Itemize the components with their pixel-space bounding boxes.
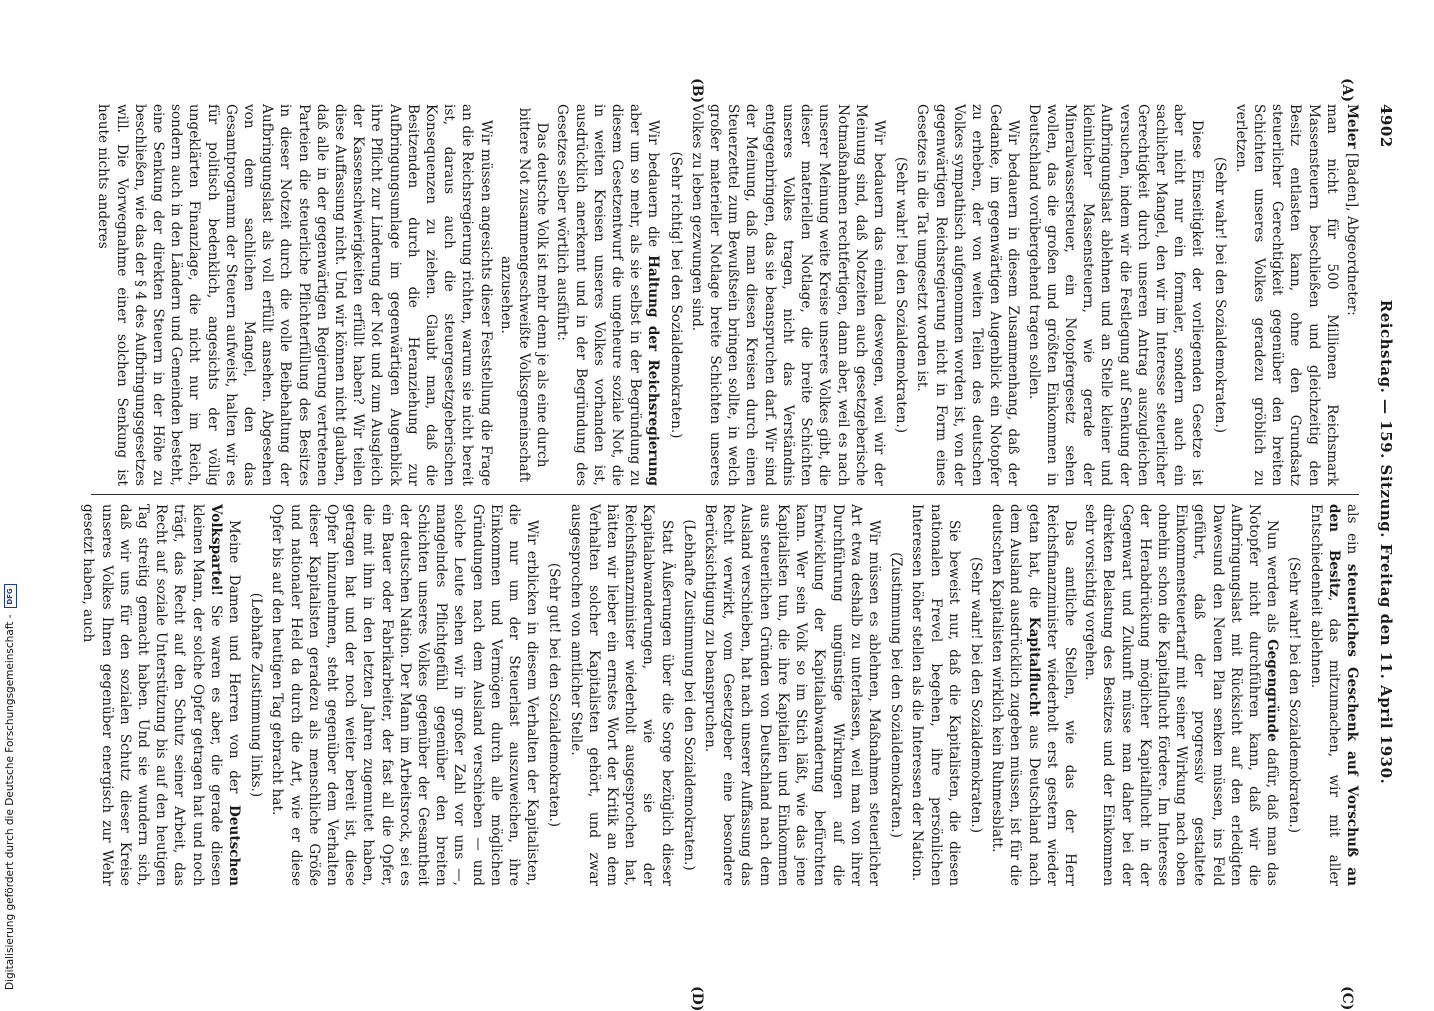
left-column bbox=[91, 104, 1361, 486]
paragraph: Nun werden als Gegengründe dafür, daß man das Notopfer nicht durchführen kann, daß wir die Aufbringungslast mit Rücksicht auf den erledigten Dawesund den Neuen Plan senken müssen, ins Feld geführt, daß der progressiv gestaltete Einkommensteuertarif mit seiner Wirkung nach oben ohnehin schon die Kapitalflucht fördere. Im Interesse der Herabdrückung möglicher Kapitalflucht in der Gegenwart und Zukunft müsse man daher bei der direkten Belastung des Besitzes und der Einkommen sehr vorsichtig vorgehen. bbox=[1082, 504, 1281, 887]
interjection: (Sehr wahr! bei den Sozialdemokraten.) bbox=[1286, 556, 1303, 834]
margin-letter-b: (B) bbox=[689, 78, 705, 104]
interjection: (Sehr wahr! bei den Sozialdemokraten.) bbox=[967, 556, 984, 834]
column-divider bbox=[91, 494, 1359, 495]
paragraph: Wir bedauern das einmal deswegen, weil wir der Meinung sind, daß Notzeiten auch gesetzgeberische Notmaßnahmen rechtfertigen, dann aber, weil es nach unserer Meinung weite Kreise unseres Volkes gibt, die dieser materiellen Notlage, die breite Schichten unseres Volkes tragen, nicht das Verständnis entgegenbringen, das sie beanspruchen darf. Wir sind der Meinung, daß man diesen Kreisen durch einen Steuerzettel zum Bewußtsein bringen sollte, in welch großer materieller Notlage breite Schichten unseres Volkes zu leben gezwungen sind. bbox=[688, 104, 887, 486]
interjection: (Sehr gut! bei den Sozialdemokraten.) bbox=[546, 562, 563, 828]
dfg-logo: DFG bbox=[4, 584, 17, 608]
rotated-document-page bbox=[75, 78, 1395, 1011]
paragraph: Wir erblicken in diesem Verhalten der Kapitalisten, die nur um der Steuerlast auszuweichen, ihre Einkommen und Vermögen durch alle möglichen Gründungen nach dem Ausland verschieben — und solche Leute sehen wir in großer Zahl vor uns —, mangelndes Pflichtgefühl gegenüber den breiten Schichten unseres Volkes gegenüber der Gesamtheit der deutschen Nation. Der Mann im Arbeitsrock, sei es ein Bauer oder Fabrikarbeiter, der fast all die Opfer, die mit ihm in den letzten Jahren zugemutet haben, getragen hat und der noch weiter bereit ist, diese Opfer hinzunehmen, steht gegenüber dem Verhalten dieser Kapitalisten geradezu als menschliche Größe und nationaler Held da durch die Art, wie er diese Opfer bis auf den heutigen Tag gebracht hat. bbox=[269, 504, 541, 886]
page-title: Reichstag. — 159. Sitzung. Freitag den 11. April 1930. bbox=[1377, 299, 1395, 785]
paragraph: Das amtliche Stellen, wie das der Herr Reichsfinanzminister wiederholt erst gestern wieder getan hat, die Kapitalflucht aus Deutschland nach dem Ausland ausdrücklich zugeben müssen, ist für die deutschen Kapitalisten wirklich kein Ruhmesblatt. bbox=[989, 504, 1078, 886]
paragraph: Sie beweist nur, daß die Kapitalisten, die diesen nationalen Frevel begehen, ihre persönlichen Interessen höher stellen als die Interessen der Nation. bbox=[909, 504, 962, 886]
page-number: 4902 bbox=[1377, 104, 1395, 148]
right-column bbox=[80, 504, 1361, 887]
paragraph: Diese Einseitigkeit der vorliegenden Gesetze ist aber nicht nur ein formaler, sondern auch ein sachlicher Mangel, den wir im Interesse steuerlicher Gerechtigkeit durch unseren Antrag auszugleichen versuchen, indem wir die Festlegung auf Senkung der Aufbringungslast ablehnen und an Stelle kleiner und kleinlicher Massensteuern, wie gerade der Mineralwassersteuer, ein Notopfergesetz sehen wollen, das die großen und größten Einkommen in Deutschland vorübergehend tragen sollen. bbox=[1025, 104, 1206, 486]
paragraph: man nicht für 500 Millionen Reichsmark Massensteuern beschließen und gleichzeitig den Besitz entlasten kann, ohne den Grundsatz steuerlicher Gerechtigkeit gegenüber den breiten Schichten unseres Volkes geradezu gröblich zu verletzen. bbox=[1232, 104, 1340, 486]
paragraph: Wir müssen angesichts dieser Feststellung die Frage an die Reichsregierung richten, warum sie nicht bereit ist, daraus auch die steuergesetzgeberischen Konsequenzen zu ziehen. Glaubt man, daß die Besitzenden durch die Heranziehung zur Aufbringungsumlage im gegenwärtigen Augenblick ihre Pflicht zur Linderung der Not und zum Ausgleich der Kassenschwierigkeiten erfüllt haben? Wir teilen diese Auffassung nicht. Und wir können nicht glauben, daß alle in der gegenwärtigen Regierung vertretenen Parteien die steuerliche Pflichterfüllung des Besitzes in dieser Notzeit durch die volle Beibehaltung der Aufbringungslast als voll erfüllt ansehen. Abgesehen von dem sachlichen Mangel, den das Gesamtprogramm der Steuern aufweist, halten wir es für politisch bedenklich, angesichts der völlig ungeklärten Finanzlage, die nicht nur im Reich, sondern auch in den Ländern und Gemeinden besteht, eine Senkung der direkten Steuern in der Höhe zu beschließen, wie das der § 4 des Aufbringungsgesetzes will. Die Vorwegnahme einer solchen Senkung ist heute nichts anderes bbox=[95, 104, 494, 486]
paragraph: Wir bedauern in diesem Zusammenhang, daß der Gedanke, im gegenwärtigen Augenblick ein Notopfer zu erheben, der von weiten Teilen des deutschen Volkes sympathisch aufgenommen worden ist, von der gegenwärtigen Reichsregierung nicht in Form eines Gesetzes in die Tat umgesetzt worden ist. bbox=[914, 104, 1022, 486]
interjection: (Sehr wahr! bei den Sozialdemokraten.) bbox=[893, 156, 910, 434]
paragraph: Wir bedauern die Haltung der Reichsregierung aber um so mehr, als sie selbst in der Begründung zu diesem Gesetzentwurf die ungeheure soziale Not, die in weiten Kreisen unseres Volkes vorhanden ist, ausdrücklich anerkennt und in der Begründung des Gesetzes selber wörtlich ausführt: bbox=[554, 104, 662, 486]
speaker-line: Meier [Baden], Abgeordneter: bbox=[1344, 104, 1360, 316]
paragraph: als ein steuerliches Geschenk auf Vorschuß an den Besitz, das mitzumachen, wir mit aller Entschiedenheit ablehnen. bbox=[1307, 504, 1360, 886]
digitization-credit bbox=[2, 0, 18, 1000]
page-header bbox=[1371, 104, 1395, 980]
paragraph: Meine Damen und Herren von der Deutschen Volkspartei! Sie waren es aber, die gerade diesen kleinen Mann, der solche Opfer getragen hat und noch trägt, das Recht auf den Schutz seiner Arbeit, das Recht auf soziale Unterstützung bis auf den heutigen Tag streitig gemacht haben. Und sie wundern sich, daß wir uns für den sozialen Schutz dieser Kreise unseres Volkes Ihnen gegenüber energisch zur Wehr gesetzt haben, auch bbox=[80, 504, 243, 886]
interjection: (Sehr wahr! bei den Sozialdemokraten.) bbox=[1211, 156, 1228, 434]
speaker-name: Meier bbox=[1344, 104, 1360, 149]
margin-letter-c: (C) bbox=[1339, 986, 1355, 1011]
paragraph: Statt Äußerungen über die Sorge bezüglich dieser Kapitalabwanderungen, wie sie der Reichsfinanzminister wiederholt ausgesprochen hat, hätten wir lieber ein ernstes Wort der Kritik an dem Verhalten solcher Kapitalisten gehört, und zwar ausgesprochen von amtlicher Stelle. bbox=[567, 504, 675, 886]
margin-letter-d: (D) bbox=[689, 986, 705, 1011]
interjection: (Sehr richtig! bei den Sozialdemokraten.) bbox=[667, 151, 684, 439]
quotation: Das deutsche Volk ist mehr denn je als eine durch bittere Not zusammengeschweißte Volksgemeinschaft anzusehen. bbox=[497, 107, 551, 483]
credit-text: Digitalisierung gefördert durch die Deutsche Forschungsgemeinschaft - bbox=[4, 614, 16, 990]
paragraph: Wir müssen es ablehnen, Maßnahmen steuerlicher Art etwa deshalb zu unterlassen, weil man von ihrer Durchführung ungünstige Wirkungen auf die Entwicklung der Kapitalabwanderung befürchten kann. Wer sein Volk so im Stich läßt, wie das jene Kapitalisten tun, die ihre Kapitalien und Einkommen aus steuerlichen Gründen von Deutschland nach dem Ausland verschieben, hat nach unserer Auffassung das Recht verwirkt, vom Gesetzgeber eine besondere Berücksichtigung zu beanspruchen. bbox=[702, 504, 882, 886]
interjection: (Zustimmung bei den Sozialdemokraten.) bbox=[888, 552, 905, 838]
margin-letter-a: (A) bbox=[1339, 78, 1355, 103]
interjection: (Lebhafte Zustimmung bei den Sozialdemokraten.) bbox=[680, 519, 697, 871]
interjection: (Lebhafte Zustimmung links.) bbox=[248, 592, 265, 798]
